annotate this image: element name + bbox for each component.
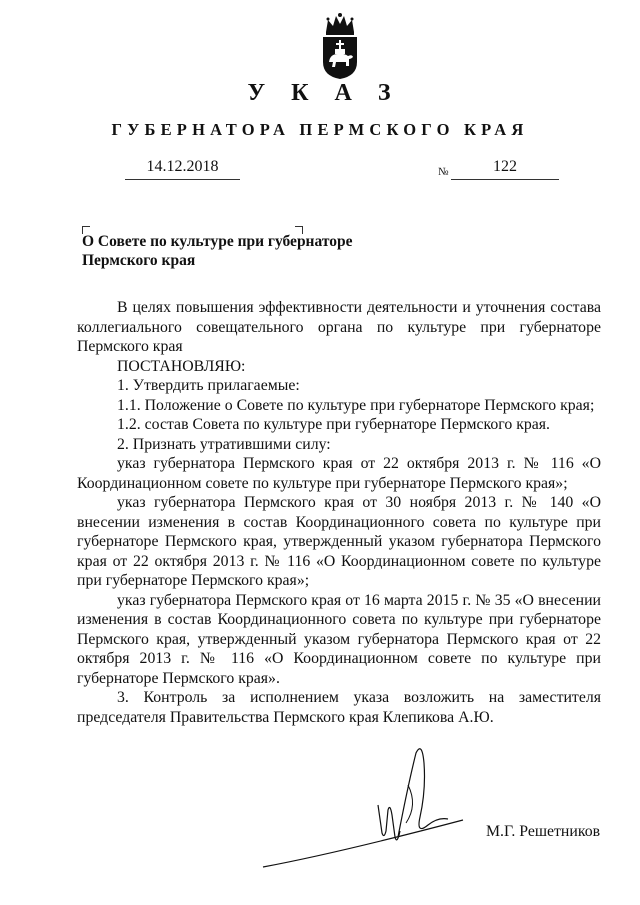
signature-icon (258, 745, 468, 875)
paragraph: указ губернатора Пермского края от 22 октября 2013 г. № 116 «О Координационном совете по культуре при губернаторе Пермского края»; (77, 455, 601, 492)
heading-line-2: Пермского края (82, 252, 196, 269)
paragraph: 1. Утвердить прилагаемые: (117, 377, 300, 394)
document-number: 122 (451, 158, 559, 180)
paragraph: 1.2. состав Совета по культуре при губернаторе Пермского края. (117, 416, 551, 433)
paragraph: 2. Признать утратившими силу: (117, 435, 331, 453)
paragraph: 1.1. Положение о Совете по культуре при губернаторе Пермского края; (117, 396, 595, 414)
paragraph: 3. Контроль за исполнением указа возложить на заместителя председателя Правительства Пермского края Клепикова А.Ю. (77, 689, 601, 726)
number-prefix: № (438, 166, 449, 178)
paragraph: указ губернатора Пермского края от 30 ноября 2013 г. № 140 «О внесении изменения в состав Координационного совета по культуре при губернаторе Пермского края, утвержденный указом губернатора Пермского края от 22 октября 2013 г. № 116 «О Координационном совете по культуре при губернаторе Пермского края»; (77, 494, 601, 589)
coat-of-arms-icon (318, 12, 362, 80)
document-date: 14.12.2018 (125, 158, 240, 180)
document-subtitle: ГУБЕРНАТОРА ПЕРМСКОГО КРАЯ (111, 120, 529, 139)
heading-line-1: О Совете по культуре при губернаторе (82, 233, 353, 250)
paragraph: В целях повышения эффективности деятельности и уточнения состава коллегиального совещательного органа по культуре при губернаторе Пермского края (77, 299, 601, 355)
paragraph: указ губернатора Пермского края от 16 марта 2015 г. № 35 «О внесении изменения в состав Координационного совета по культуре при губернаторе Пермского края, утвержденный указом губернатора Пермского края от 22 октября 2013 г. № 116 «О Координационном совете по культуре при губернаторе Пермского края». (77, 591, 601, 687)
document-body (77, 298, 601, 727)
document-title: У К А З (247, 80, 401, 106)
document-heading (82, 232, 382, 270)
signer-name: М.Г. Решетников (486, 823, 601, 840)
paragraph: ПОСТАНОВЛЯЮ: (117, 357, 246, 375)
